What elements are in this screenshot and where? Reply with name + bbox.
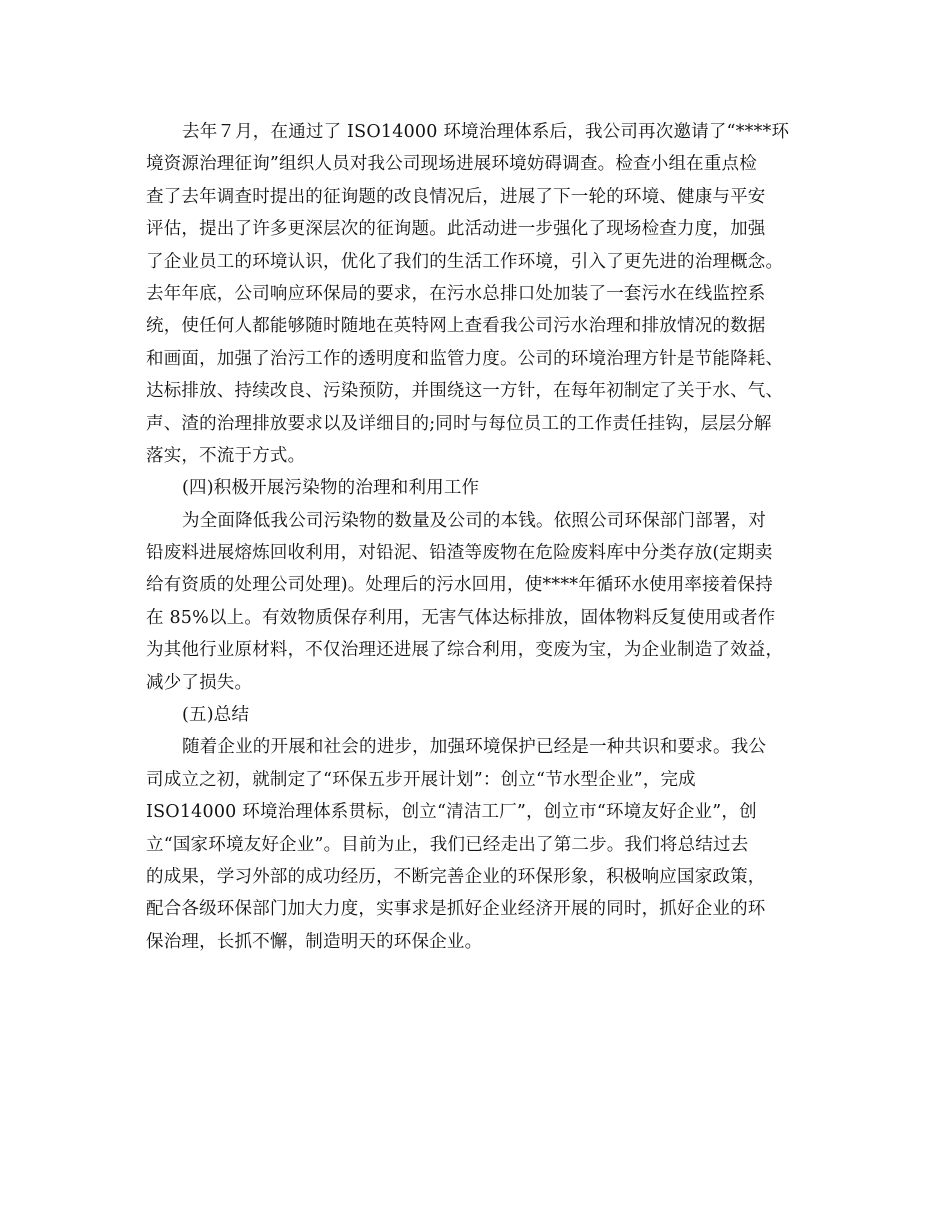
section-heading-4: (四)积极开展污染物的治理和利用工作 [182, 478, 480, 499]
text-line: 为全面降低我公司污染物的数量及公司的本钱。依照公司环保部门部署，对 [182, 510, 767, 531]
text-line: 保治理，长抓不懈，制造明天的环保企业。 [146, 931, 483, 952]
text-line: 落实，不流于方式。 [146, 445, 306, 466]
text-line: 评估，提出了许多更深层次的征询题。此活动进一步强化了现场检查力度，加强 [146, 219, 766, 240]
text-line: 给有资质的处理公司处理)。处理后的污水回用，使****年循环水使用率接着保持 [146, 575, 773, 596]
text-line: 的成果，学习外部的成功经历，不断完善企业的环保形象，积极响应国家政策， [146, 866, 766, 887]
text-line: 境资源治理征询”组织人员对我公司现场进展环境妨碍调查。检查小组在重点检 [146, 154, 757, 175]
text-line: 统，使任何人都能够随时随地在英特网上查看我公司污水治理和排放情况的数据 [146, 316, 766, 337]
text-line: 了企业员工的环境认识，优化了我们的生活工作环境，引入了更先进的治理概念。 [146, 251, 784, 272]
text-line: 铅废料进展熔炼回收利用，对铅泥、铅渣等废物在危险废料库中分类存放(定期卖 [146, 543, 773, 564]
document-body [146, 116, 806, 958]
text-line: 去年年底，公司响应环保局的要求，在污水总排口处加装了一套污水在线监控系 [146, 283, 766, 304]
text-line: 查了去年调查时提出的征询题的改良情况后，进展了下一轮的环境、健康与平安 [146, 186, 766, 207]
text-line: 声、渣的治理排放要求以及详细目的;同时与每位员工的工作责任挂钩，层层分解 [146, 413, 772, 434]
text-line: 为其他行业原材料，不仅治理还进展了综合利用，变废为宝，为企业制造了效益， [146, 640, 784, 661]
text-line: 在 85%以上。有效物质保存利用，无害气体达标排放，固体物料反复使用或者作 [146, 607, 776, 628]
text-line: 减少了损失。 [146, 672, 253, 693]
text-line: 达标排放、持续改良、污染预防，并围绕这一方针，在每年初制定了关于水、气、 [146, 381, 784, 402]
text-line: 随着企业的开展和社会的进步，加强环境保护已经是一种共识和要求。我公 [182, 737, 767, 758]
paragraph-environment-assessment [146, 116, 806, 472]
text-line: ISO14000 环境治理体系贯标，创立“清洁工厂”，创立市“环境友好企业”，创 [146, 802, 757, 823]
text-line: 去年７月，在通过了 ISO14000 环境治理体系后，我公司再次邀请了“****环 [182, 122, 790, 142]
text-line: 和画面，加强了治污工作的透明度和监管力度。公司的环境治理方针是节能降耗、 [146, 348, 784, 369]
text-line: 立“国家环境友好企业”。目前为止，我们已经走出了第二步。我们将总结过去 [146, 834, 749, 855]
text-line: 配合各级环保部门加大力度，实事求是抓好企业经济开展的同时，抓好企业的环 [146, 899, 766, 920]
text-line: 司成立之初，就制定了“环保五步开展计划”：创立“节水型企业”，完成 [146, 769, 696, 790]
section-heading-5: (五)总结 [182, 705, 250, 726]
paragraph-summary [146, 731, 806, 958]
paragraph-pollution-treatment [146, 505, 806, 699]
